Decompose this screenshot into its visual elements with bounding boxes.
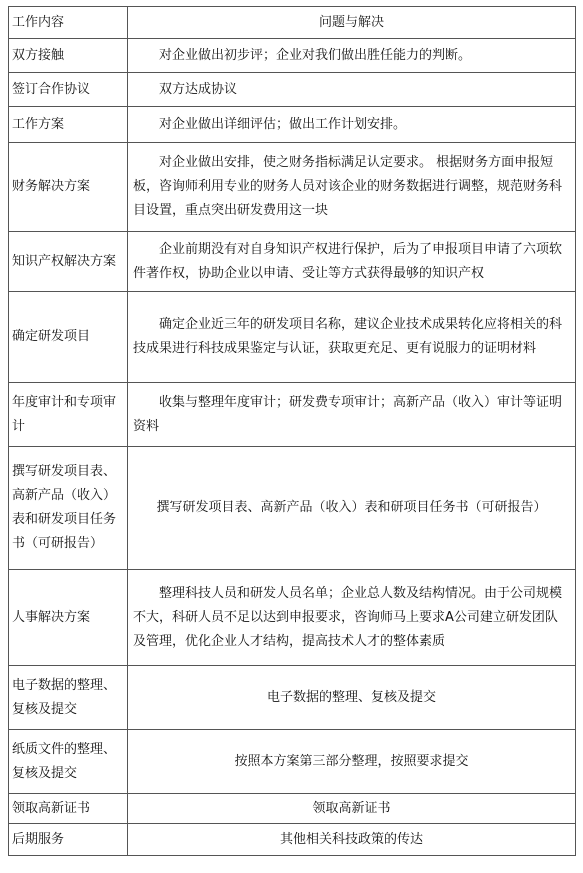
row-content: 确定企业近三年的研发项目名称，建议企业技术成果转化应将相关的科技成果进行科技成果鉴定与认证，获取更充足、更有说服力的证明材料 (128, 292, 576, 383)
table-row (9, 383, 576, 447)
table-row (9, 730, 576, 794)
row-content: 对企业做出初步评；企业对我们做出胜任能力的判断。 (128, 39, 576, 73)
table-row (9, 292, 576, 383)
row-content: 双方达成协议 (128, 73, 576, 107)
table-row (9, 666, 576, 730)
row-label: 财务解决方案 (9, 143, 128, 232)
table-row (9, 447, 576, 570)
table-row (9, 107, 576, 143)
row-content: 收集与整理年度审计；研发费专项审计；高新产品（收入）审计等证明资料 (128, 383, 576, 447)
row-content: 整理科技人员和研发人员名单；企业总人数及结构情况。由于公司规模不大，科研人员不足以达到申报要求，咨询师马上要求A公司建立研发团队及管理，优化企业人才结构，提高技术人才的整体素质 (128, 570, 576, 666)
row-content: 电子数据的整理、复核及提交 (128, 666, 576, 730)
table-row (9, 73, 576, 107)
row-content: 对企业做出详细评估；做出工作计划安排。 (128, 107, 576, 143)
row-content: 对企业做出安排，使之财务指标满足认定要求。 根据财务方面申报短板，咨询师利用专业的财务人员对该企业的财务数据进行调整，规范财务科目设置，重点突出研发费用这一块 (128, 143, 576, 232)
row-label: 领取高新证书 (9, 794, 128, 824)
row-label: 撰写研发项目表、高新产品（收入）表和研发项目任务书（可研报告） (9, 447, 128, 570)
row-label: 双方接触 (9, 39, 128, 73)
header-work-content: 工作内容 (9, 7, 128, 39)
row-label: 工作方案 (9, 107, 128, 143)
table-row (9, 232, 576, 292)
row-label: 知识产权解决方案 (9, 232, 128, 292)
row-label: 年度审计和专项审计 (9, 383, 128, 447)
header-problem-solution: 问题与解决 (128, 7, 576, 39)
row-content: 领取高新证书 (128, 794, 576, 824)
row-content: 企业前期没有对自身知识产权进行保护，后为了申报项目申请了六项软件著作权，协助企业以申请、受让等方式获得最够的知识产权 (128, 232, 576, 292)
table-row (9, 39, 576, 73)
row-label: 电子数据的整理、复核及提交 (9, 666, 128, 730)
row-content: 其他相关科技政策的传达 (128, 824, 576, 856)
row-label: 确定研发项目 (9, 292, 128, 383)
work-table (8, 6, 576, 856)
table-row (9, 143, 576, 232)
table-row (9, 794, 576, 824)
row-label: 后期服务 (9, 824, 128, 856)
row-label: 签订合作协议 (9, 73, 128, 107)
table-row (9, 570, 576, 666)
row-content: 按照本方案第三部分整理，按照要求提交 (128, 730, 576, 794)
row-content: 撰写研发项目表、高新产品（收入）表和研项目任务书（可研报告） (128, 447, 576, 570)
row-label: 纸质文件的整理、复核及提交 (9, 730, 128, 794)
table-row (9, 824, 576, 856)
row-label: 人事解决方案 (9, 570, 128, 666)
table-header-row (9, 7, 576, 39)
